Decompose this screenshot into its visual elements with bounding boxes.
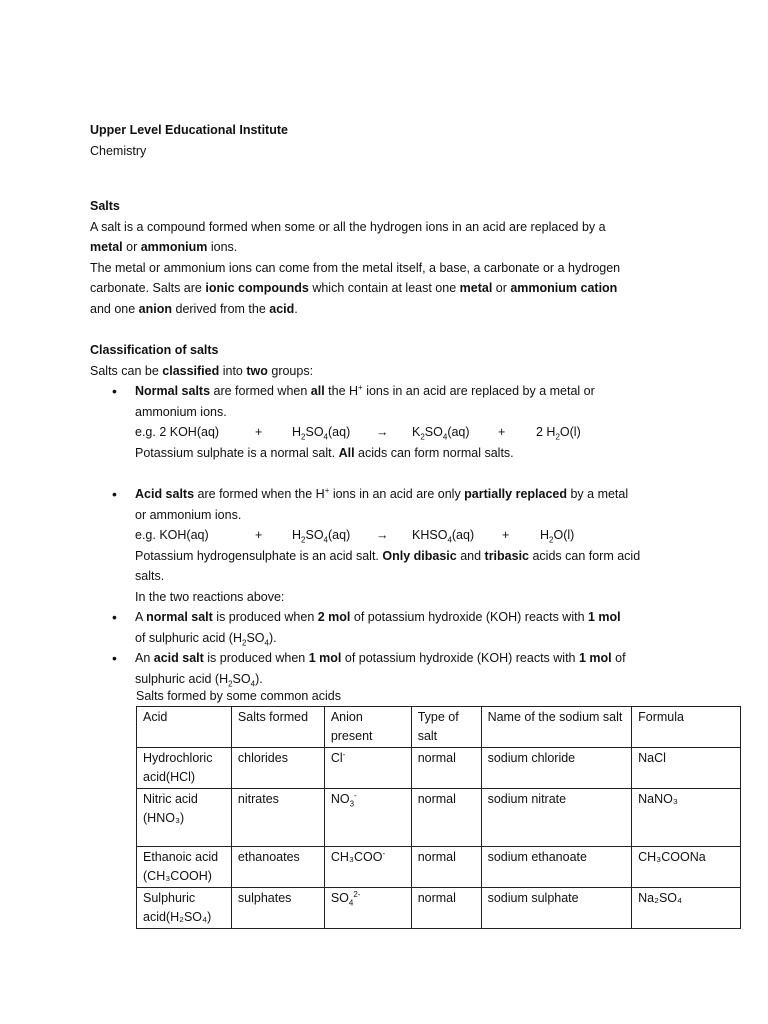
salts-paragraph-2: The metal or ammonium ions can come from the metal itself, a base, a carbonate or a hydrogen — [90, 260, 621, 275]
subject-name: Chemistry — [90, 143, 147, 158]
table-row: Hydrochloric acid(HCl) chlorides Cl- normal sodium chloride NaCl — [137, 748, 741, 789]
table-caption: Salts formed by some common acids — [136, 689, 341, 703]
institute-name: Upper Level Educational Institute — [90, 123, 288, 137]
salts-heading: Salts — [90, 199, 120, 213]
bullet-icon: • — [112, 650, 117, 666]
bullet-icon: • — [112, 609, 117, 625]
acid-salts-item: • Acid salts are formed when the H+ ions in an acid are only partially replaced by a metal or ammonium ions. e.g. $KOH(aq) + H_2SO_4(aq)$ → $KHSO_4(aq) + H_2O(l)$ Potassium hydrogensulphate is an acid salt. Only dibasic and tribasic acids can form acid salts. In the two reactions above: — [90, 484, 690, 607]
salts-paragraph-1: A salt is a compound formed when some or all the hydrogen ions in an acid are replaced by a — [90, 219, 606, 234]
arrow-icon: → — [376, 425, 389, 439]
header-formula: Formula — [632, 707, 741, 748]
classification-intro: Salts can be classified into two groups: — [90, 363, 314, 378]
header-acid: Acid — [137, 707, 232, 748]
table-row: Ethanoic acid (CH₃COOH) ethanoates CH₃COO- normal sodium ethanoate CH₃COONa — [137, 847, 741, 888]
document-body: Upper Level Educational Institute Chemistry Salts A salt is a compound formed when some or all the hydrogen ions in an acid are replaced by a metal or ammonium ions. The metal or ammonium ions can come from the metal itself, a base, a carbonate or a hydrogen carbonate. Salts are ionic compounds which contain at least one metal or ammonium cation and one anion derived from the acid. Classification of salts Salts can be classified into two groups: • Normal salts are formed when all the H+ ions in an acid are replaced by a metal or ammonium ions. e.g. 2 $KOH(aq) + H_2SO_4(aq) \to K_2SO_4(aq) + 2$ $H_2O(l)$ Potassium sulphate is a normal salt. All acids can form normal salts. • Acid salts are formed when the H+ ions in an acid are only partially replaced by a metal or ammonium ions. e.g. $KOH(aq) + H_2SO_4(aq)$ → $KHSO_4(aq) + H_2O(l)$ Potassium hydrogensulphate is an acid salt. Only dibasic and tribasic acids can form acid salts. In the two reactions above: • A normal salt is produced when 2 mol of potassium hydroxide (KOH) reacts with 1 mol of sulphuric acid $(H_2SO_4)$. • An acid salt is produced when 1 mol of potassium hydroxide (KOH) reacts with 1 mol of sulphuric acid $(H_2SO_4)$. — [90, 120, 690, 689]
salts-table — [136, 706, 741, 929]
table-header-row — [137, 707, 741, 748]
acid-salt-equation: e.g. $KOH(aq) + H_2SO_4(aq)$ → $KHSO_4(aq) + H_2O(l)$ — [135, 525, 690, 546]
header-sodium-salt-name: Name of the sodium salt — [481, 707, 632, 748]
arrow-icon: → — [376, 528, 389, 542]
bullet-icon: • — [112, 486, 117, 502]
normal-salt-comparison: • A normal salt is produced when 2 mol of potassium hydroxide (KOH) reacts with 1 mol of sulphuric acid $(H_2SO_4)$. — [112, 609, 621, 647]
bullet-icon: • — [112, 383, 117, 399]
header-type-of-salt: Type of salt — [411, 707, 481, 748]
normal-salts-item: • Normal salts are formed when all the H+ ions in an acid are replaced by a metal or ammonium ions. e.g. 2 $KOH(aq) + H_2SO_4(aq) \to K_2SO_4(aq) + 2$ $H_2O(l)$ Potassium sulphate is a normal salt. All acids can form normal salts. — [90, 381, 690, 463]
acid-salt-comparison: • An acid salt is produced when 1 mol of potassium hydroxide (KOH) reacts with 1 mol of sulphuric acid $(H_2SO_4)$. — [112, 650, 626, 688]
header-anion-present: Anion present — [324, 707, 411, 748]
classification-heading: Classification of salts — [90, 343, 219, 357]
header-salts-formed: Salts formed — [231, 707, 324, 748]
normal-salt-equation: e.g. 2 $KOH(aq) + H_2SO_4(aq) \to K_2SO_4(aq) + 2$ $H_2O(l)$ — [135, 422, 690, 443]
table-row: Nitric acid (HNO₃) nitrates $NO_3^-$ normal sodium nitrate NaNO₃ — [137, 789, 741, 847]
table-row: Sulphuric acid(H₂SO₄) sulphates $SO_4^{2-}$ normal sodium sulphate Na₂SO₄ — [137, 888, 741, 929]
